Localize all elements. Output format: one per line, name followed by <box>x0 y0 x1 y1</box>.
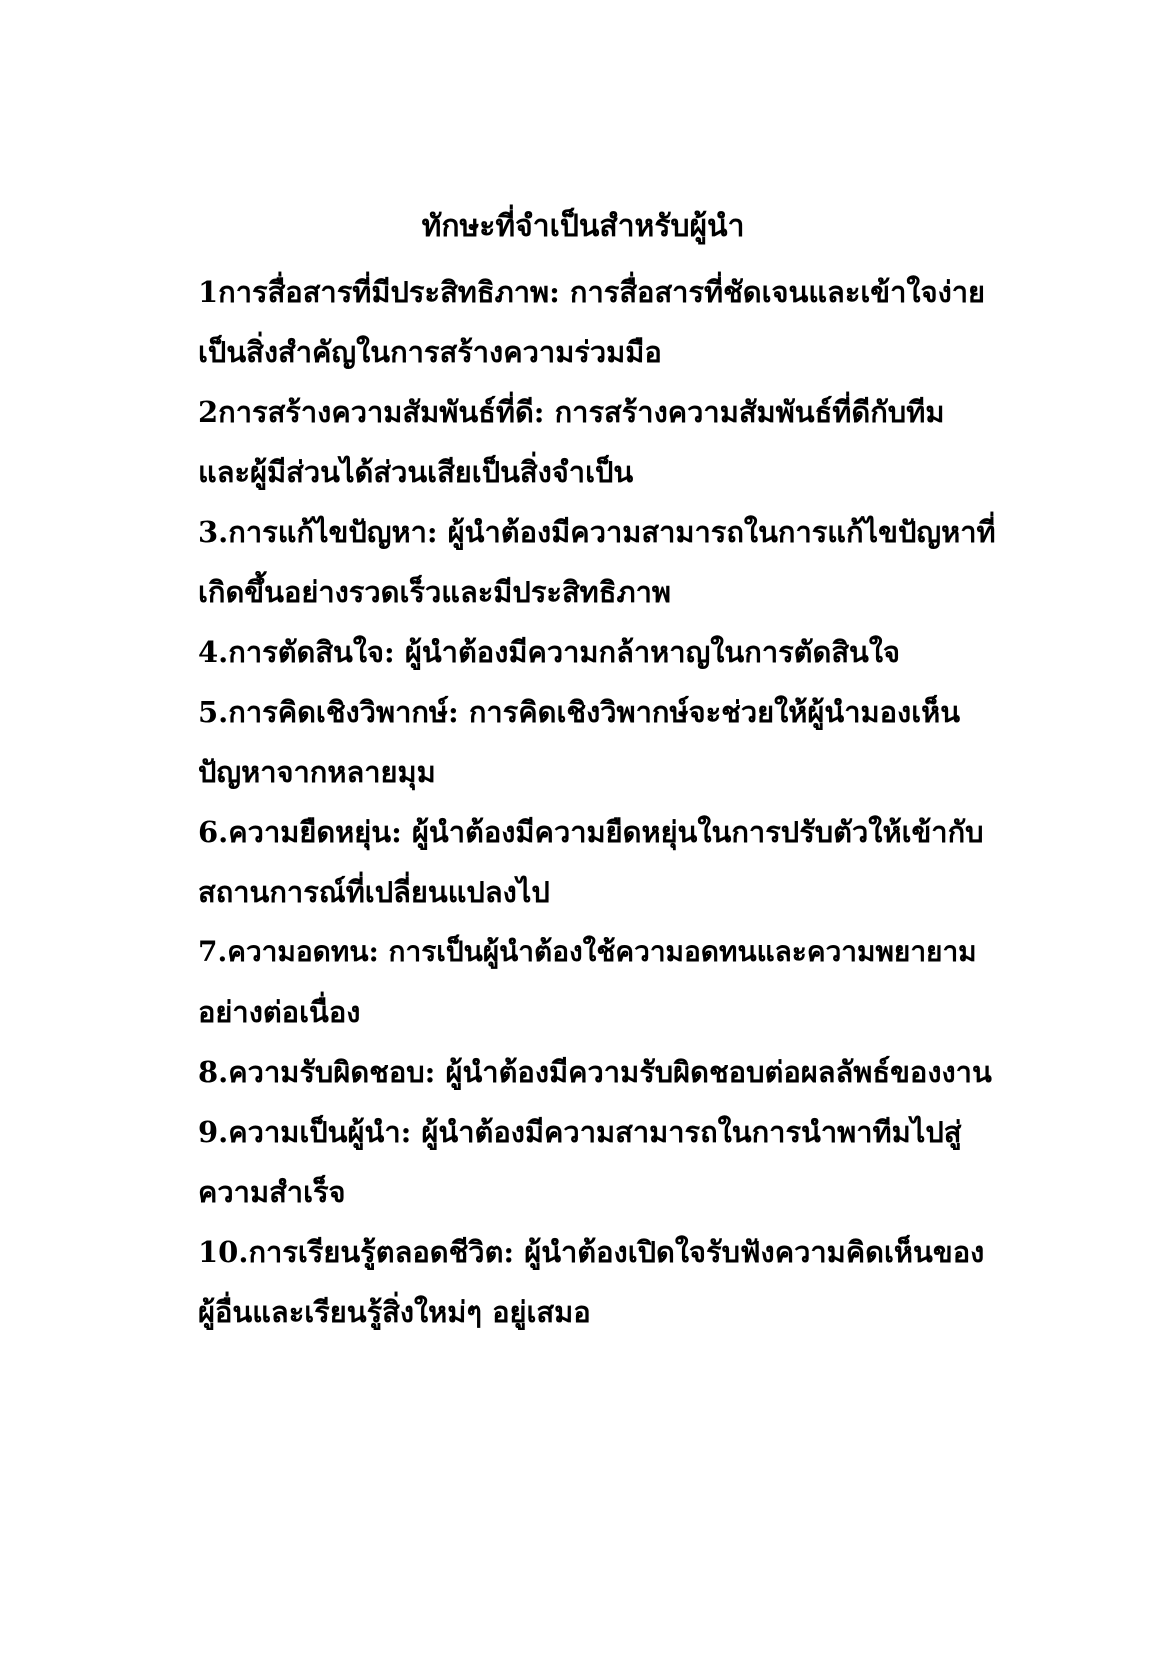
body-line: และผู้มีส่วนได้ส่วนเสียเป็นสิ่งจำเป็น <box>198 455 634 489</box>
body-line: ปัญหาจากหลายมุม <box>198 755 436 789</box>
body-line: 2การสร้างความสัมพันธ์ที่ดี: การสร้างความสัมพันธ์ที่ดีกับทีม <box>198 395 945 429</box>
body-line: 6.ความยืดหยุ่น: ผู้นำต้องมีความยืดหยุ่นในการปรับตัวให้เข้ากับ <box>198 815 984 849</box>
body-line: ผู้อื่นและเรียนรู้สิ่งใหม่ๆ อยู่เสมอ <box>198 1295 591 1329</box>
body-line: 10.การเรียนรู้ตลอดชีวิต: ผู้นำต้องเปิดใจรับฟังความคิดเห็นของ <box>198 1235 985 1269</box>
body-line: 9.ความเป็นผู้นำ: ผู้นำต้องมีความสามารถในการนำพาทีมไปสู่ <box>198 1115 962 1149</box>
body-line: 5.การคิดเชิงวิพากษ์: การคิดเชิงวิพากษ์จะช่วยให้ผู้นำมองเห็น <box>198 695 961 729</box>
body-line: 4.การตัดสินใจ: ผู้นำต้องมีความกล้าหาญในการตัดสินใจ <box>198 635 901 669</box>
body-line: 3.การแก้ไขปัญหา: ผู้นำต้องมีความสามารถในการแก้ไขปัญหาที่ <box>198 515 996 549</box>
document-title: ทักษะที่จำเป็นสำหรับผู้นำ <box>421 209 745 244</box>
body-line: 1การสื่อสารที่มีประสิทธิภาพ: การสื่อสารที่ชัดเจนและเข้าใจง่าย <box>198 275 986 309</box>
body-line: เป็นสิ่งสำคัญในการสร้างความร่วมมือ <box>198 335 662 369</box>
body-line: สถานการณ์ที่เปลี่ยนแปลงไป <box>198 875 550 909</box>
body-line: 8.ความรับผิดชอบ: ผู้นำต้องมีความรับผิดชอบต่อผลลัพธ์ของงาน <box>198 1055 992 1089</box>
document-body <box>198 272 998 1352</box>
body-line: ความสำเร็จ <box>198 1175 346 1209</box>
body-line: อย่างต่อเนื่อง <box>198 995 361 1029</box>
body-line: เกิดขึ้นอย่างรวดเร็วและมีประสิทธิภาพ <box>198 575 672 609</box>
body-line: 7.ความอดทน: การเป็นผู้นำต้องใช้ความอดทนและความพยายาม <box>198 935 977 968</box>
